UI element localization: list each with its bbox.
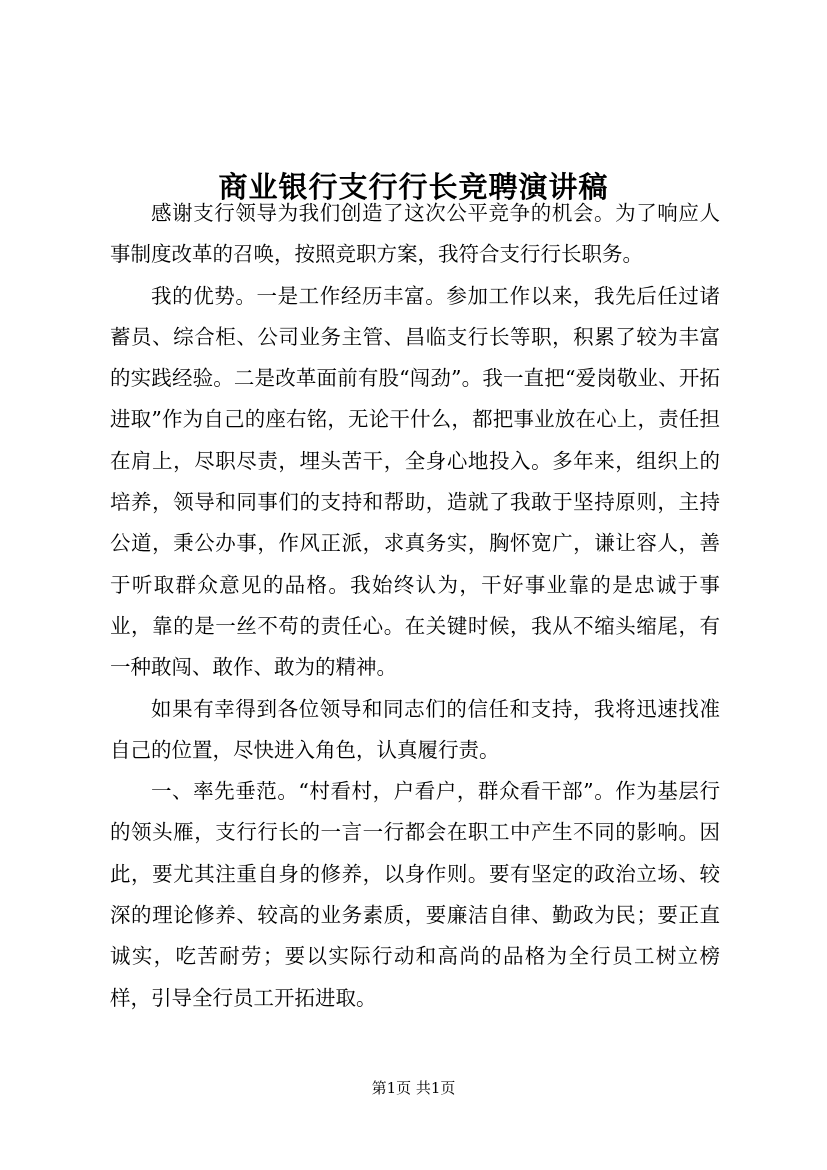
paragraph-advantages: 我的优势。一是工作经历丰富。参加工作以来，我先后任过诸蓄员、综合柜、公司业务主管、昌临支行长等职，积累了较为丰富的实践经验。二是改革面前有股“闯劲”。我一直把“爱岗敬业、开拓进取”作为自己的座右铭，无论干什么，都把事业放在心上，责任担在肩上，尽职尽责，埋头苦干，全身心地投入。多年来，组织上的培养，领导和同事们的支持和帮助，造就了我敢于坚持原则，主持公道，秉公办事，作风正派，求真务实，胸怀宽广，谦让容人，善于听取群众意见的品格。我始终认为，干好事业靠的是忠诚于事业，靠的是一丝不苟的责任心。在关键时候，我从不缩头缩尾，有一种敢闯、敢作、敢为的精神。 [110, 283, 720, 680]
document-title: 商业银行支行行长竞聘演讲稿 [218, 170, 609, 205]
paragraph-lead-by-example: 一、率先垂范。“村看村，户看户，群众看干部”。作为基层行的领头雁，支行行长的一言一行都会在职工中产生不同的影响。因此，要尤其注重自身的修养，以身作则。要有坚定的政治立场、较深的理论修养、较高的业务素质，要廉洁自律、勤政为民；要正直诚实，吃苦耐劳；要以实际行动和高尚的品格为全行员工树立榜样，引导全行员工开拓进取。 [110, 779, 720, 1010]
paragraph-intro: 感谢支行领导为我们创造了这次公平竞争的机会。为了响应人事制度改革的召唤，按照竞职方案，我符合支行行长职务。 [110, 201, 720, 267]
page-footer: 第1页 共1页 [371, 1079, 456, 1097]
document-body [110, 193, 720, 1019]
paragraph-commitment: 如果有幸得到各位领导和同志们的信任和支持，我将迅速找准自己的位置，尽快进入角色，认真履行责。 [110, 696, 720, 762]
